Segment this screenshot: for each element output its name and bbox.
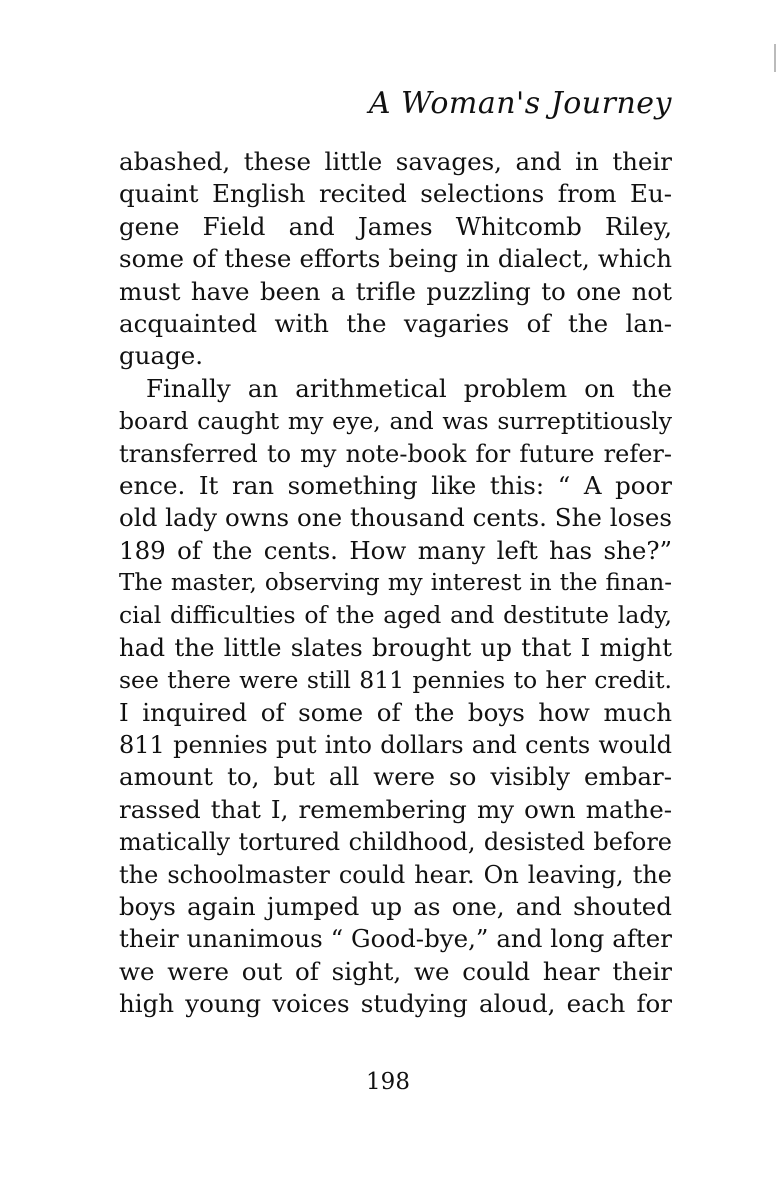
text-line: the schoolmaster could hear. On leaving, the: [119, 860, 672, 889]
text-line: guage.: [119, 341, 204, 371]
text-line: see there were still 811 pennies to her credit.: [119, 666, 672, 695]
text-line: had the little slates brought up that I might: [119, 632, 672, 662]
text-line: boys again jumped up as one, and shouted: [119, 891, 672, 921]
page-number: 198: [366, 1069, 410, 1095]
text-line: board caught my eye, and was surreptitiously: [119, 407, 672, 436]
text-line: must have been a trifle puzzling to one not: [119, 276, 672, 306]
text-line: rassed that I, remembering my own mathe-: [119, 794, 672, 824]
body-text: [119, 146, 672, 1021]
text-line: amount to, but all were so visibly embar-: [119, 762, 672, 792]
text-line: 811 pennies put into dollars and cents would: [119, 731, 672, 760]
text-line: gene Field and James Whitcomb Riley,: [119, 211, 672, 241]
text-line: old lady owns one thousand cents. She loses: [119, 503, 672, 533]
text-line: 189 of the cents. How many left has she?”: [119, 535, 672, 565]
text-line: abashed, these little savages, and in their: [119, 147, 672, 176]
text-line: we were out of sight, we could hear their: [119, 956, 672, 986]
page-edge-mark: [768, 44, 776, 72]
text-line: ence. It ran something like this: “ A poor: [119, 470, 672, 500]
text-line: Finally an arithmetical problem on the: [146, 373, 672, 403]
text-line: I inquired of some of the boys how much: [119, 697, 672, 727]
text-line: The master, observing my interest in the finan-: [119, 570, 672, 597]
text-line: their unanimous “ Good-bye,” and long after: [119, 924, 672, 954]
text-line: cial difficulties of the aged and destitute lady,: [119, 601, 672, 630]
text-line: quaint English recited selections from Eu-: [119, 179, 672, 209]
text-line: high young voices studying aloud, each for: [119, 989, 672, 1019]
running-head: A Woman's Journey: [368, 86, 672, 121]
text-line: acquainted with the vagaries of the lan-: [119, 308, 672, 338]
text-line: transferred to my note-book for future refer-: [119, 439, 672, 468]
text-line: some of these efforts being in dialect, which: [119, 244, 672, 274]
text-line: matically tortured childhood, desisted before: [119, 828, 672, 857]
